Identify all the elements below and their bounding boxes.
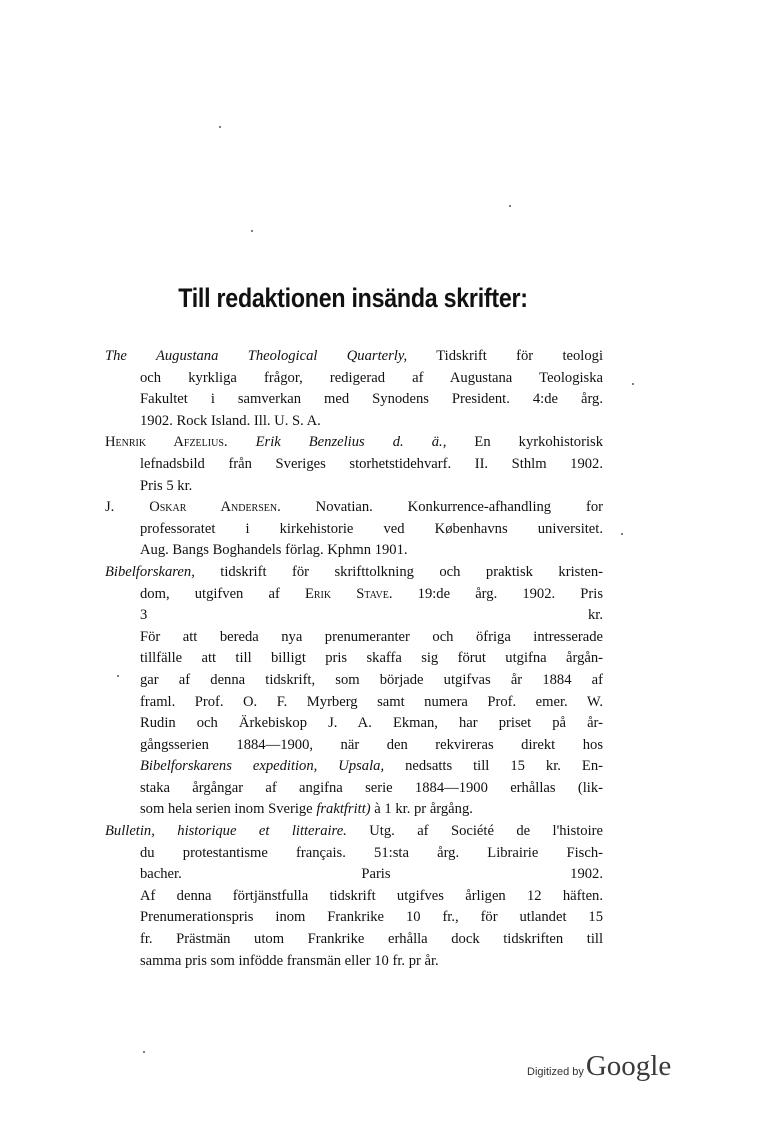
text-line bbox=[105, 519, 603, 541]
text-line bbox=[105, 886, 603, 908]
text-line bbox=[105, 497, 603, 519]
text-line bbox=[105, 389, 603, 411]
text-line bbox=[105, 713, 603, 735]
text-segment: Fakultet i samverkan med Synodens President. 4:de årg. bbox=[140, 391, 603, 408]
text-segment: bacher. Paris 1902. bbox=[140, 866, 603, 883]
text-line bbox=[105, 799, 603, 821]
text-segment: som hela serien inom Sverige bbox=[140, 801, 317, 818]
text-line bbox=[105, 584, 603, 606]
text-segment: 3 kr. bbox=[140, 607, 603, 624]
bibliography-entry bbox=[105, 497, 603, 562]
text-segment: Bibelforskarens expedition, Upsala, bbox=[140, 758, 385, 775]
text-segment: du protestantisme français. 51:sta årg. Librairie Fisch- bbox=[140, 844, 603, 861]
text-segment: Novatian. Konkurrence-afhandling for bbox=[280, 499, 603, 516]
print-speck bbox=[219, 126, 221, 128]
text-segment: Tidskrift för teologi bbox=[407, 348, 603, 364]
text-segment: Prenumerationspris inom Frankrike 10 fr., för utlandet 15 bbox=[140, 909, 603, 926]
text-line bbox=[105, 346, 603, 368]
text-segment: Henrik Afzelius. bbox=[105, 434, 228, 451]
text-segment: staka årgångar af angifna serie 1884—1900 erhållas (lik- bbox=[140, 779, 603, 796]
text-segment: gångsserien 1884—1900, när den rekvireras direkt hos bbox=[140, 736, 603, 753]
print-speck bbox=[143, 1051, 145, 1053]
digitized-by-google-watermark bbox=[527, 1050, 671, 1083]
text-line bbox=[105, 821, 603, 843]
text-segment: J. Oskar Andersen. bbox=[105, 499, 281, 516]
text-segment: nedsatts till 15 kr. En- bbox=[384, 758, 603, 775]
text-segment: En kyrkohistorisk bbox=[446, 434, 603, 451]
google-logo-text: Google bbox=[585, 1050, 672, 1082]
text-line bbox=[105, 907, 603, 929]
text-line bbox=[105, 951, 603, 973]
text-segment: tillfälle att till billigt pris skaffa sig förut utgifna årgån- bbox=[140, 650, 603, 667]
text-line bbox=[105, 605, 603, 627]
print-speck bbox=[509, 205, 511, 207]
text-segment: framl. Prof. O. F. Myrberg samt numera Prof. emer. W. bbox=[140, 693, 603, 710]
text-line bbox=[105, 454, 603, 476]
page-heading: Till redaktionen insända skrifter: bbox=[178, 283, 528, 313]
text-line bbox=[105, 648, 603, 670]
text-segment: Bibelforskaren, bbox=[105, 563, 195, 580]
text-line bbox=[105, 692, 603, 714]
text-line bbox=[105, 864, 603, 886]
text-segment: The Augustana Theological Quarterly, bbox=[105, 348, 408, 364]
text-segment: För att bereda nya prenumeranter och öfriga intresserade bbox=[140, 628, 603, 645]
text-line bbox=[105, 778, 603, 800]
text-segment: fr. Prästmän utom Frankrike erhålla dock tidskriften till bbox=[140, 931, 603, 948]
bibliography-entry bbox=[105, 346, 603, 432]
text-segment: dom, utgifven af bbox=[140, 585, 305, 602]
bibliography-entry bbox=[105, 821, 603, 972]
bibliography-list bbox=[105, 346, 603, 972]
text-line bbox=[105, 670, 603, 692]
text-segment: lefnadsbild från Sveriges storhetstidehvarf. II. Sthlm 1902. bbox=[140, 455, 603, 472]
print-speck bbox=[621, 533, 623, 535]
text-line bbox=[105, 540, 603, 562]
text-line bbox=[105, 476, 603, 498]
text-line bbox=[105, 368, 603, 390]
print-speck bbox=[251, 230, 253, 232]
bibliography-entry bbox=[105, 562, 603, 821]
text-segment: samma pris som infödde fransmän eller 10 fr. pr år. bbox=[140, 952, 439, 969]
text-segment: à 1 kr. pr årgång. bbox=[370, 801, 473, 818]
text-segment: 19:de årg. 1902. Pris bbox=[392, 585, 603, 602]
text-segment: Bulletin, historique et litteraire. bbox=[105, 823, 347, 840]
text-line bbox=[105, 735, 603, 757]
text-segment bbox=[228, 434, 256, 450]
text-segment: gar af denna tidskrift, som började utgifvas år 1884 af bbox=[140, 671, 603, 688]
print-speck bbox=[632, 383, 634, 385]
text-segment: professoratet i kirkehistorie ved Københavns universitet. bbox=[140, 520, 603, 537]
text-line bbox=[105, 843, 603, 865]
text-segment: Aug. Bangs Boghandels förlag. Kphmn 1901. bbox=[140, 542, 408, 559]
text-segment: Af denna förtjänstfulla tidskrift utgifves årligen 12 häften. bbox=[140, 887, 603, 904]
text-segment: tidskrift för skrifttolkning och praktisk kristen- bbox=[194, 563, 603, 580]
text-segment: 1902. Rock Island. Ill. U. S. A. bbox=[140, 412, 321, 429]
text-segment: Utg. af Société de l'histoire bbox=[346, 823, 603, 840]
text-line bbox=[105, 411, 603, 433]
text-segment: Rudin och Ärkebiskop J. A. Ekman, har priset på år- bbox=[140, 715, 603, 732]
text-line bbox=[105, 627, 603, 649]
text-segment: Erik Stave. bbox=[304, 585, 393, 602]
text-line bbox=[105, 756, 603, 778]
text-segment: Erik Benzelius d. ä., bbox=[255, 434, 447, 451]
text-line bbox=[105, 929, 603, 951]
text-line bbox=[105, 432, 603, 454]
digitized-by-text: Digitized by bbox=[527, 1066, 584, 1078]
text-segment: fraktfritt) bbox=[316, 801, 371, 818]
text-line bbox=[105, 562, 603, 584]
bibliography-entry bbox=[105, 432, 603, 497]
text-segment: och kyrkliga frågor, redigerad af Augustana Teologiska bbox=[140, 369, 603, 386]
text-segment: Pris 5 kr. bbox=[140, 477, 193, 494]
